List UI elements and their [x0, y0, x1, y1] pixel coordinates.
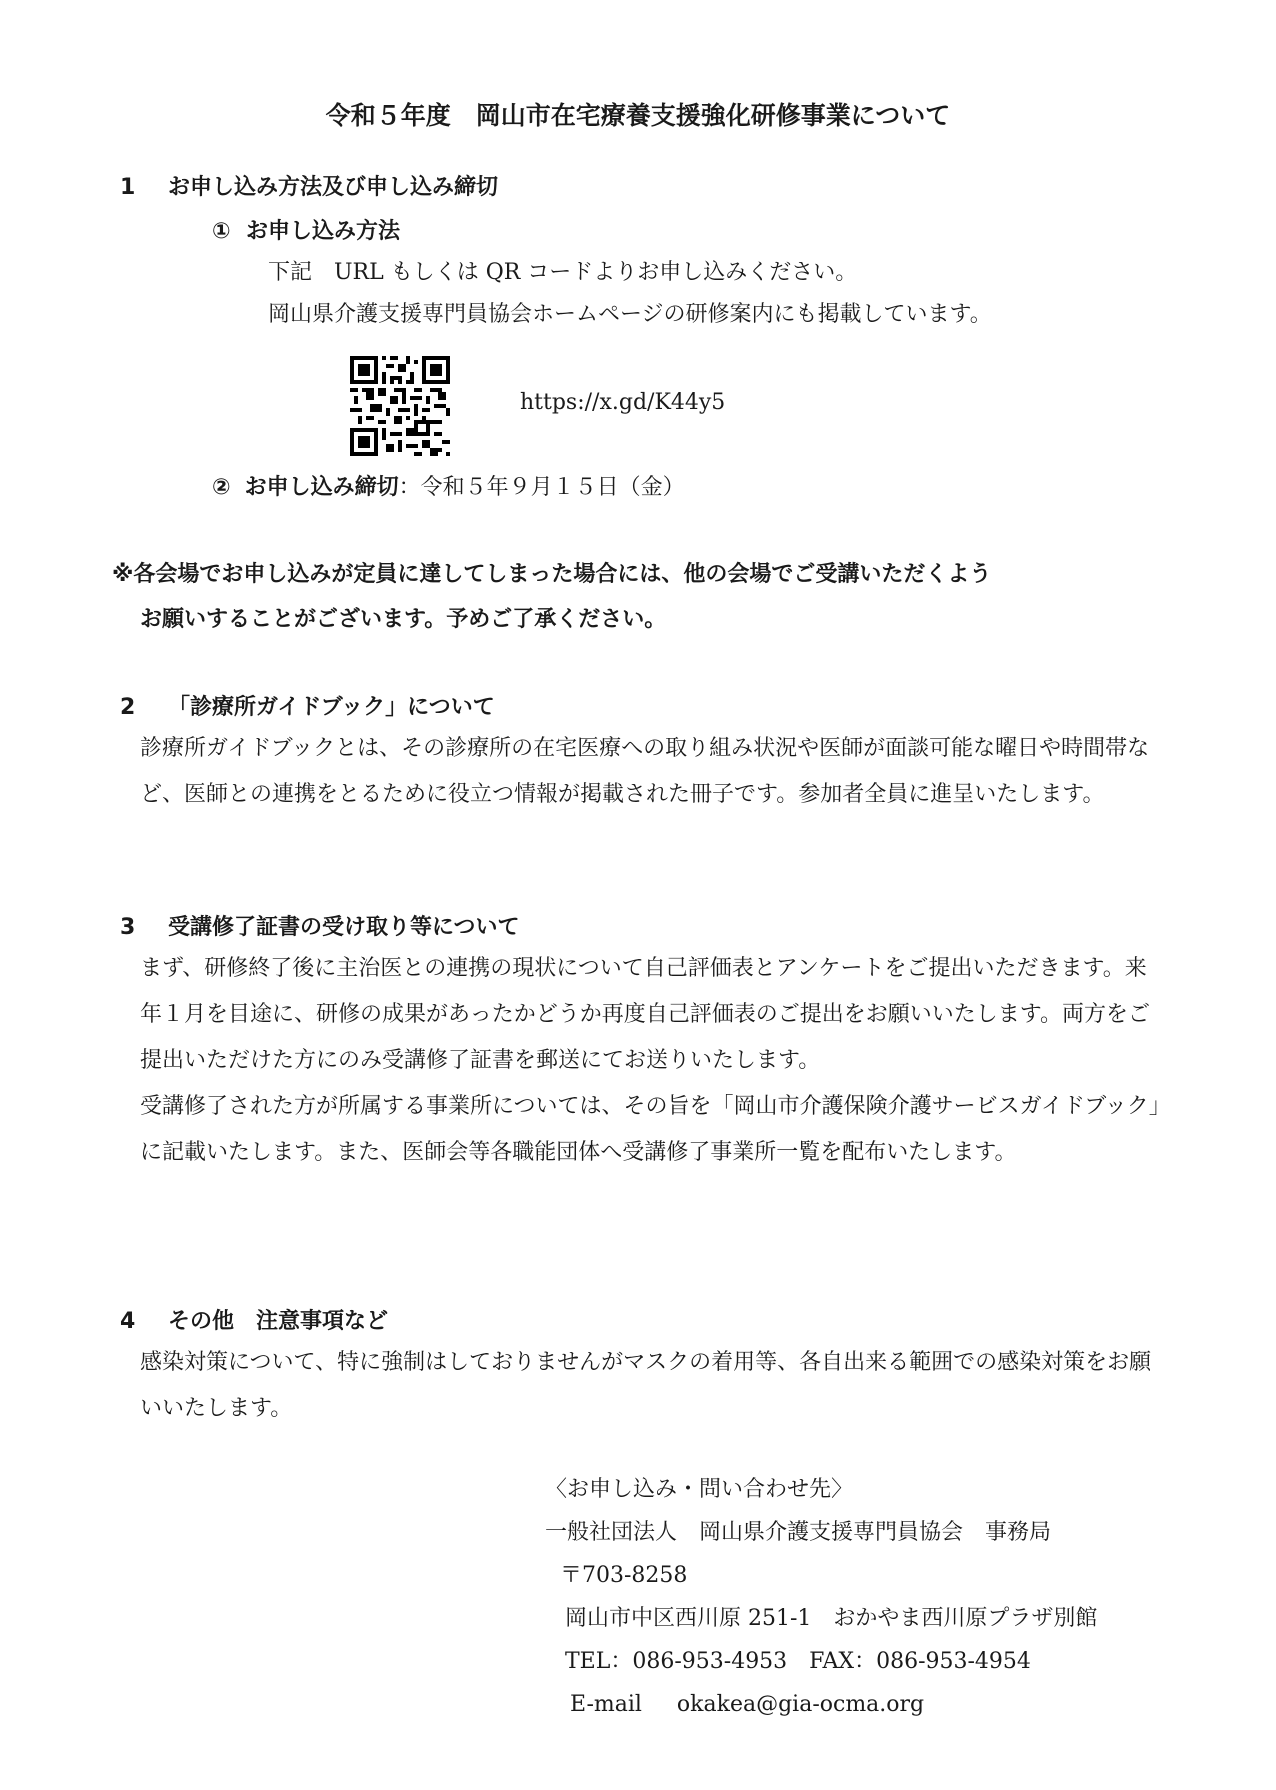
item2-deadline: ：令和５年９月１５日（金）: [398, 475, 685, 500]
section1-item2: [212, 470, 685, 501]
note-line1: ※各会場でお申し込みが定員に達してしまった場合には、他の会場でご受講いただくよう: [112, 562, 992, 587]
section2-body-text: 診療所ガイドブックとは、その診療所の在宅医療への取り組み状況や医師が面談可能な曜日や時間帯など、医師との連携をとるために役立つ情報が掲載された冊子です。参加者全員に進呈いたします。: [140, 736, 1150, 807]
page-title: 令和５年度 岡山市在宅療養支援強化研修事業について: [325, 101, 951, 130]
contact-address: 岡山市中区西川原 251-1 おかやま西川原プラザ別館: [565, 1606, 1098, 1631]
contact-org: 一般社団法人 岡山県介護支援専門員協会 事務局: [545, 1520, 1052, 1545]
section3-heading: 受講修了証書の受け取り等について: [168, 915, 520, 940]
section1-header: [120, 170, 498, 201]
email-label: E-mail: [570, 1692, 642, 1717]
contact-heading: 〈お申し込み・問い合わせ先〉: [545, 1477, 854, 1502]
email-address[interactable]: okakea@gia-ocma.org: [676, 1692, 925, 1717]
contact-email-row: [570, 1683, 924, 1726]
section4-header: [120, 1304, 388, 1335]
contact-postal: 〒703-8258: [560, 1563, 688, 1588]
section2-body: [140, 726, 1160, 818]
section4-body-text: 感染対策について、特に強制はしておりませんがマスクの着用等、各自出来る範囲での感染対策をお願いいたします。: [140, 1350, 1152, 1421]
section3-header: [120, 910, 520, 941]
section1-number: 1: [120, 175, 136, 200]
section4-body: [140, 1340, 1160, 1432]
registration-url[interactable]: https://x.gd/K44y5: [520, 390, 726, 415]
section2-number: 2: [120, 695, 136, 720]
item1-line2: 岡山県介護支援専門員協会ホームページの研修案内にも掲載しています。: [268, 302, 992, 327]
item1-marker: ①: [212, 219, 231, 244]
contact-tel-fax: TEL：086-953-4953 FAX：086-953-4954: [565, 1649, 1031, 1674]
note-line2: お願いすることがございます。予めご了承ください。: [140, 607, 667, 632]
section4-heading: その他 注意事項など: [168, 1309, 389, 1334]
section2-heading: 「診療所ガイドブック」について: [168, 695, 495, 720]
section3-body-text1: まず、研修終了後に主治医との連携の現状について自己評価表とアンケートをご提出いただきます。来年１月を目途に、研修の成果があったかどうか再度自己評価表のご提出をお願いいたします。両方をご提出いただけた方にのみ受講修了証書を郵送にてお送りいたします。: [140, 956, 1151, 1073]
section3-body-text2: 受講修了された方が所属する事業所については、その旨を「岡山市介護保険介護サービスガイドブック」に記載いたします。また、医師会等各職能団体へ受講修了事業所一覧を配布いたします。: [140, 1094, 1160, 1165]
section3-body: [140, 946, 1160, 1176]
item1-line1: 下記 URL もしくは QR コードよりお申し込みください。: [268, 260, 858, 285]
section1-heading: お申し込み方法及び申し込み締切: [168, 175, 499, 200]
item2-marker: ②: [212, 475, 231, 500]
item1-heading: お申し込み方法: [245, 219, 400, 244]
section4-number: 4: [120, 1309, 136, 1334]
qr-code-icon[interactable]: [350, 356, 450, 456]
item2-heading: お申し込み締切: [244, 475, 399, 500]
section3-number: 3: [120, 915, 136, 940]
section1-item1-header: [212, 214, 400, 245]
section2-header: [120, 690, 495, 721]
